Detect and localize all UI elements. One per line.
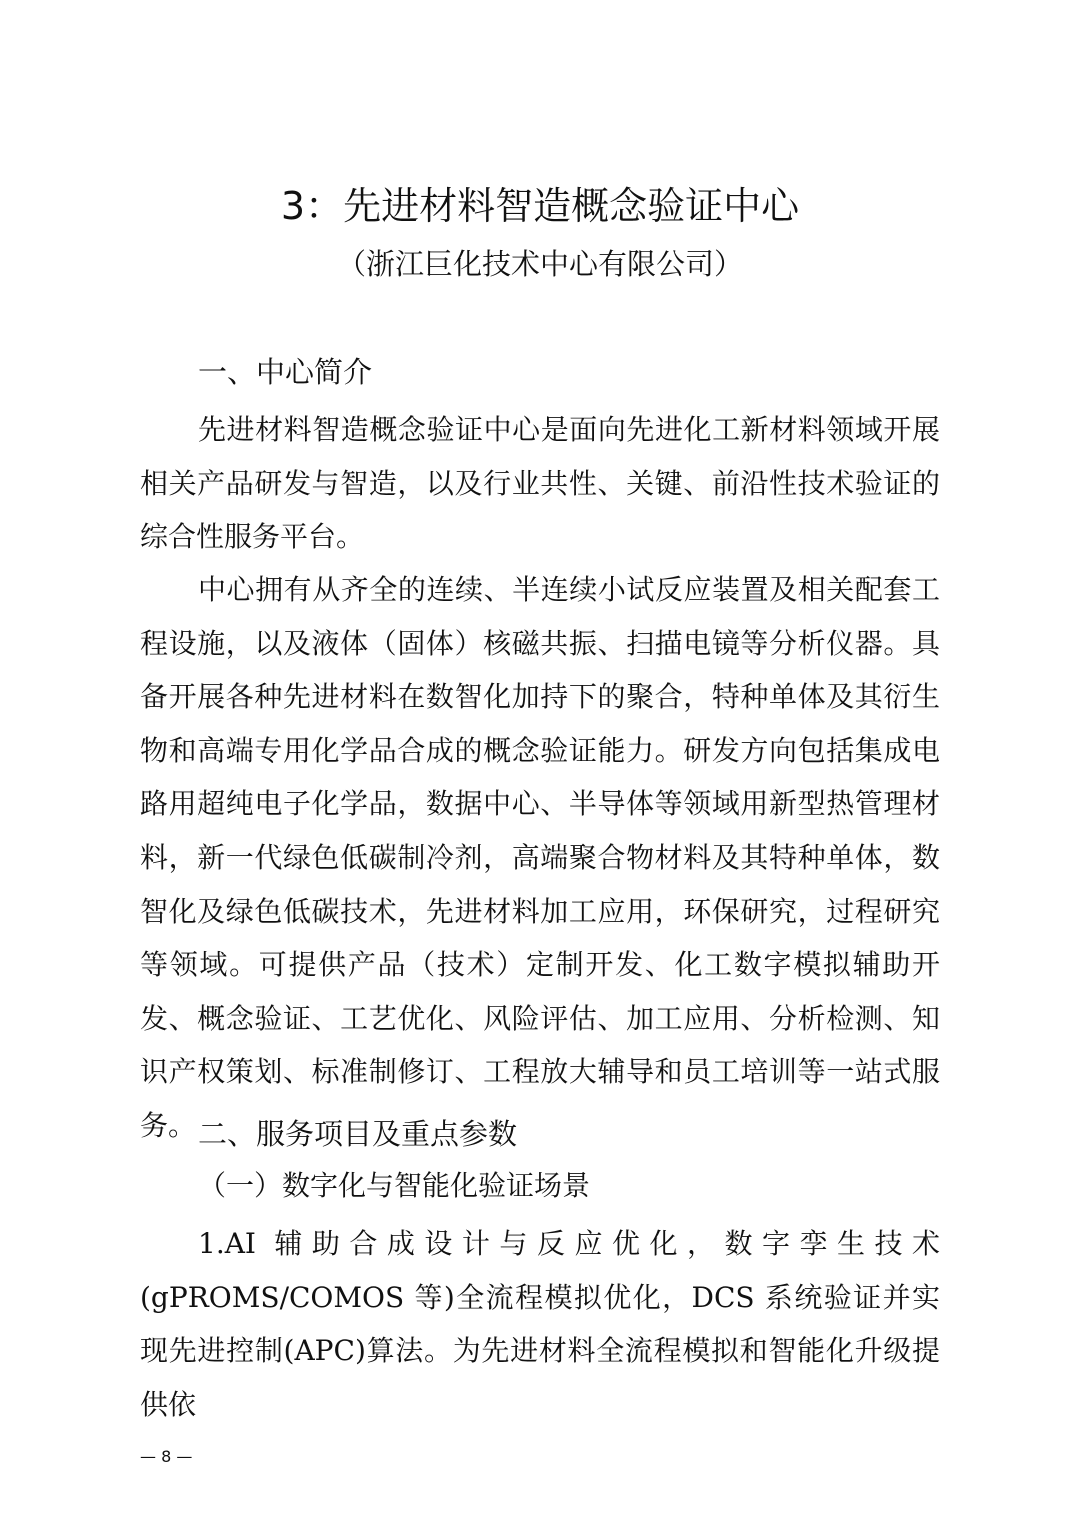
section-heading-services: 二、服务项目及重点参数 [198, 1117, 518, 1151]
section-heading-intro: 一、中心简介 [198, 355, 373, 389]
page-number: — 8 — [140, 1447, 193, 1466]
services-item-1-block [140, 1217, 940, 1431]
intro-paragraph-2: 中心拥有从齐全的连续、半连续小试反应装置及相关配套工程设施，以及液体（固体）核磁共振、扫描电镜等分析仪器。具备开展各种先进材料在数智化加持下的聚合，特种单体及其衍生物和高端专用化学品合成的概念验证能力。研发方向包括集成电路用超纯电子化学品，数据中心、半导体等领域用新型热管理材料，新一代绿色低碳制冷剂，高端聚合物材料及其特种单体，数智化及绿色低碳技术，先进材料加工应用，环保研究，过程研究等领域。可提供产品（技术）定制开发、化工数字模拟辅助开发、概念验证、工艺优化、风险评估、加工应用、分析检测、知识产权策划、标准制修订、工程放大辅导和员工培训等一站式服务。 [140, 573, 940, 1142]
document-title: 3：先进材料智造概念验证中心 [280, 184, 800, 228]
document-subtitle: （浙江巨化技术中心有限公司） [336, 247, 743, 281]
intro-paragraph-2-block [140, 563, 940, 1153]
intro-paragraph-1: 先进材料智造概念验证中心是面向先进化工新材料领域开展相关产品研发与智造，以及行业共性、关键、前沿性技术验证的综合性服务平台。 [140, 413, 940, 554]
intro-paragraph-1-block [140, 403, 940, 564]
subsection-heading-digital: （一）数字化与智能化验证场景 [198, 1169, 591, 1202]
services-item-1: 1.AI 辅助合成设计与反应优化，数字孪生技术(gPROMS/COMOS 等)全流程模拟优化，DCS 系统验证并实现先进控制(APC)算法。为先进材料全流程模拟和智能化升级提供依 [140, 1227, 940, 1421]
